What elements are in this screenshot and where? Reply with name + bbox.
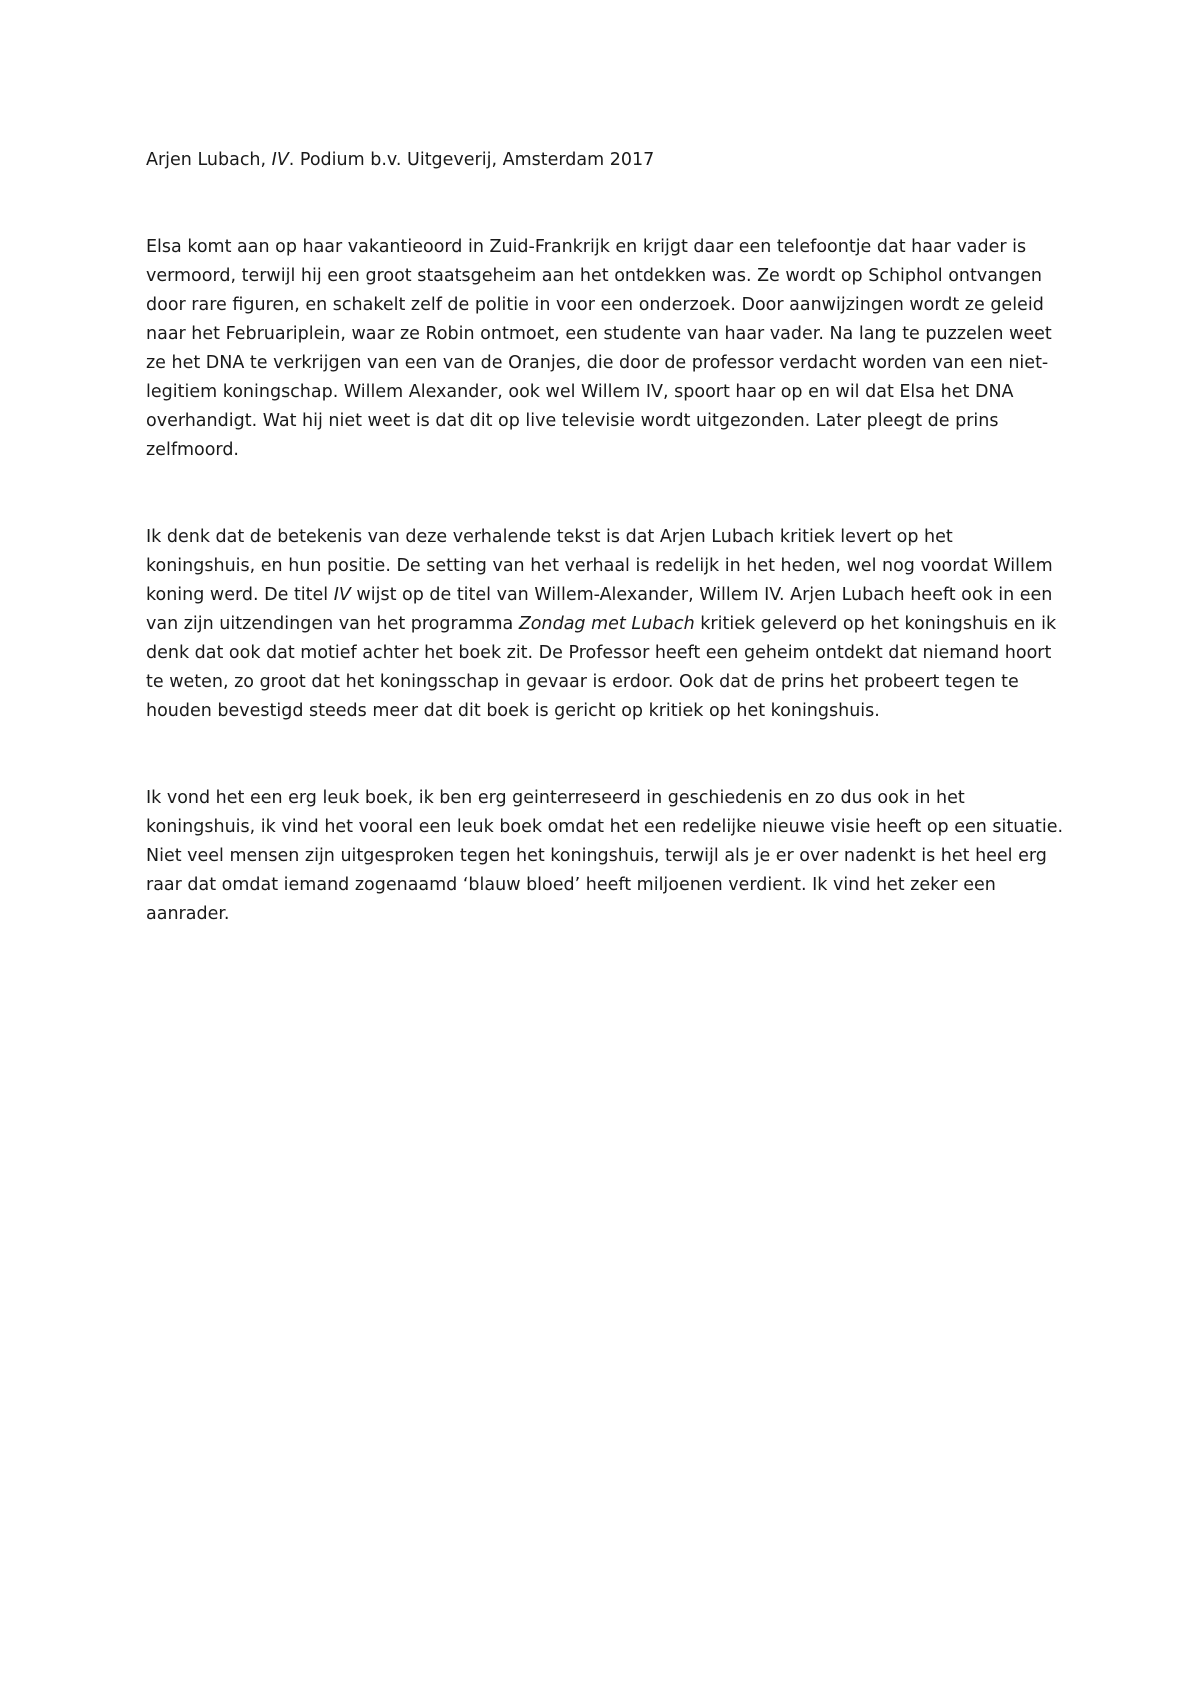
analysis-text-2: wijst op de titel van Willem-Alexander, Willem IV. Arjen Lubach heeft ook in een van zijn uitzendingen van het programma	[146, 585, 1053, 634]
analysis-paragraph	[146, 523, 1066, 726]
document-body	[146, 146, 1066, 929]
book-citation	[146, 146, 1066, 175]
analysis-text-1: Ik denk dat de betekenis van deze verhalende tekst is dat Arjen Lubach kritiek levert op het koningshuis, en hun positie. De setting van het verhaal is redelijk in het heden, wel nog voordat Willem koning werd. De titel	[146, 527, 1053, 605]
analysis-text-3: kritiek geleverd op het koningshuis en ik denk dat ook dat motief achter het boek zit. De Professor heeft een geheim ontdekt dat niemand hoort te weten, zo groot dat het koningsschap in gevaar is erdoor. Ook dat de prins het probeert tegen te houden bevestigd steeds meer dat dit boek is gericht op kritiek op het koningshuis.	[146, 614, 1057, 721]
citation-author: Arjen Lubach,	[146, 150, 272, 170]
opinion-paragraph: Ik vond het een erg leuk boek, ik ben erg geinterreseerd in geschiedenis en zo dus ook in het koningshuis, ik vind het vooral een leuk boek omdat het een redelijke nieuwe visie heeft op een situatie. Niet veel mensen zijn uitgesproken tegen het koningshuis, terwijl als je er over nadenkt is het heel erg raar dat omdat iemand zogenaamd ‘blauw bloed’ heeft miljoenen verdient. Ik vind het zeker een aanrader.	[146, 788, 1064, 924]
citation-publisher: . Podium b.v. Uitgeverij, Amsterdam 2017	[288, 150, 655, 170]
summary-paragraph: Elsa komt aan op haar vakantieoord in Zuid-Frankrijk en krijgt daar een telefoontje dat haar vader is vermoord, terwijl hij een groot staatsgeheim aan het ontdekken was. Ze wordt op Schiphol ontvangen door rare figuren, en schakelt zelf de politie in voor een onderzoek. Door aanwijzingen wordt ze geleid naar het Februariplein, waar ze Robin ontmoet, een studente van haar vader. Na lang te puzzelen weet ze het DNA te verkrijgen van een van de Oranjes, die door de professor verdacht worden van een niet-legitiem koningschap. Willem Alexander, ook wel Willem IV, spoort haar op en wil dat Elsa het DNA overhandigt. Wat hij niet weet is dat dit op live televisie wordt uitgezonden. Later pleegt de prins zelfmoord.	[146, 237, 1052, 460]
citation-title: IV	[271, 150, 289, 170]
analysis-title-ref: IV	[333, 585, 351, 605]
analysis-program-name: Zondag met Lubach	[518, 614, 695, 634]
